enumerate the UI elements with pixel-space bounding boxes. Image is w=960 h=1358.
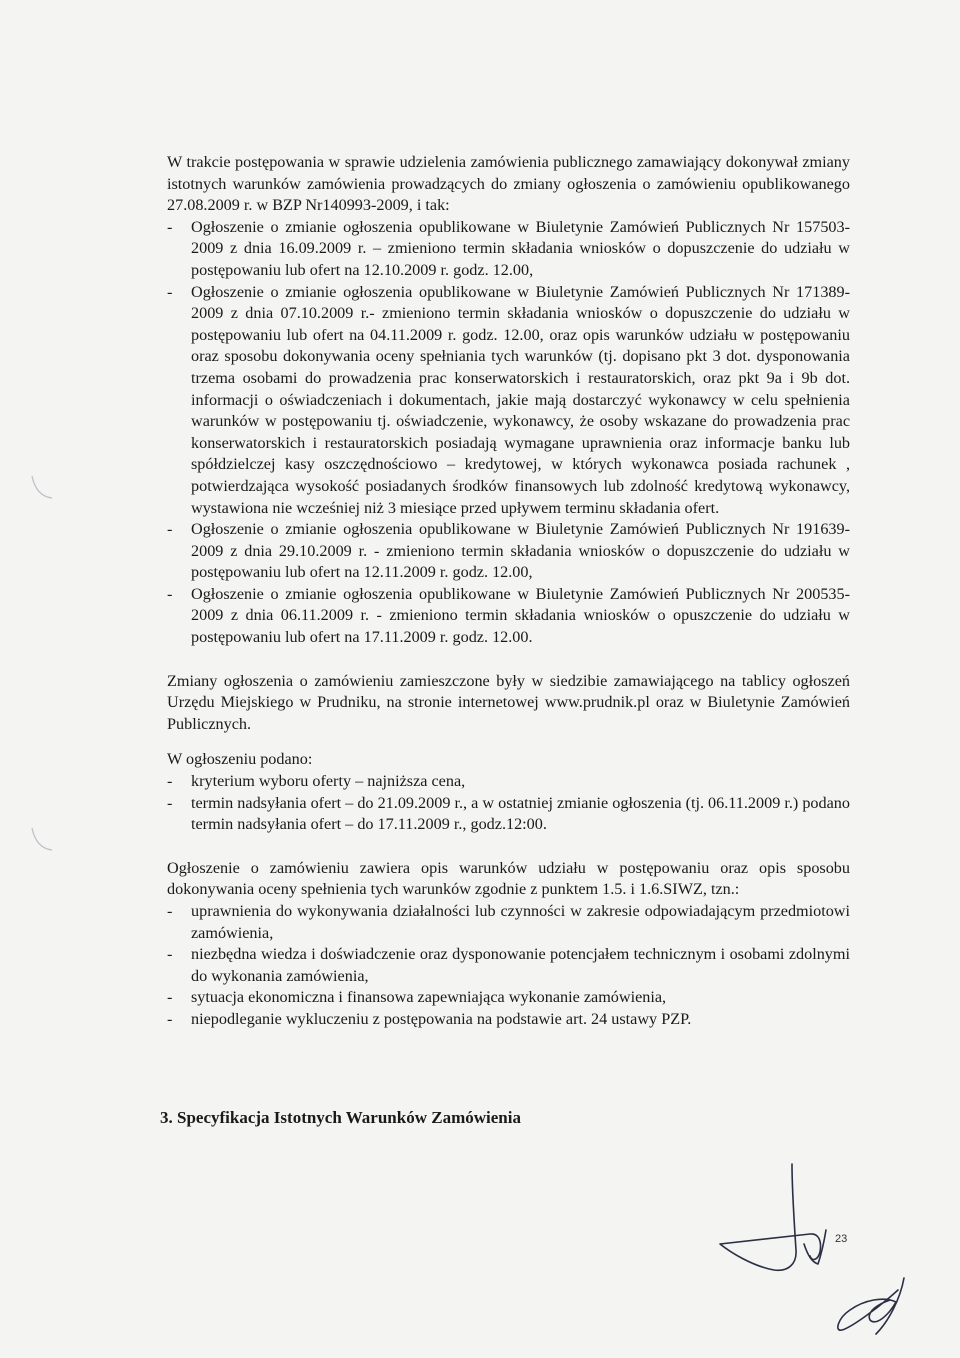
left-margin-mark — [26, 822, 56, 858]
list-item: - uprawnienia do wykonywania działalności lub czynności w zakresie odpowiadającym przedmiotowi zamówienia, — [167, 901, 850, 944]
list-item: - Ogłoszenie o zmianie ogłoszenia opublikowane w Biuletynie Zamówień Publicznych Nr 200535-2009 z dnia 06.11.2009 r. - zmieniono termin składania wniosków o opuszczenie do udziału w postępowaniu lub ofert na 17.11.2009 r. godz. 12.00. — [167, 584, 850, 649]
publication-paragraph: Zmiany ogłoszenia o zamówieniu zamieszczone były w siedzibie zamawiającego na tablicy ogłoszeń Urzędu Miejskiego w Prudniku, na stronie internetowej www.prudnik.pl oraz w Biuletynie Zamówień Publicznych. — [167, 671, 850, 733]
intro-paragraph: W trakcie postępowania w sprawie udzielenia zamówienia publicznego zamawiający dokonywał zmiany istotnych warunków zamówienia prowadzących do zmiany ogłoszenia o zamówieniu opublikowanego 27.08.2009 r. w BZP Nr140993-2009, i tak: — [167, 153, 850, 215]
page-number: 23 — [835, 1233, 848, 1245]
changes-list — [167, 217, 850, 649]
list-item: - Ogłoszenie o zmianie ogłoszenia opublikowane w Biuletynie Zamówień Publicznych Nr 157503-2009 z dnia 16.09.2009 r. – zmieniono termin składania wniosków o dopuszczenie do udziału w postępowaniu lub ofert na 12.10.2009 r. godz. 12.00, — [167, 217, 850, 282]
conditions-list — [167, 901, 850, 1031]
list-item: - Ogłoszenie o zmianie ogłoszenia opublikowane w Biuletynie Zamówień Publicznych Nr 171389-2009 z dnia 07.10.2009 r.- zmieniono termin składania wniosków o dopuszczenie do udziału w postępowaniu lub ofert na 04.11.2009 r. godz. 12.00, oraz opis warunków udziału w postępowaniu oraz sposobu dokonywania oceny spełniania tych warunków (tj. dopisano pkt 3 dot. dysponowania trzema osobami do prowadzenia prac konserwatorskich i restauratorskich, oraz pkt 9a i 9b dot. informacji o oświadczeniach i dokumentach, jakie mają dostarczyć wykonawcy w celu spełnienia warunków w postępowaniu tj. oświadczenie, wykonawcy, że osoby wskazane do prowadzenia prac konserwatorskich i restauratorskich posiadają wymagane uprawnienia oraz informacje banku lub spółdzielczej kasy oszczędnościowo – kredytowej, w których wykonawca posiada rachunek , potwierdzająca wysokość posiadanych środków finansowych lub zdolność kredytową wykonawcy, wystawiona nie wcześniej niż 3 miesiące przed upływem terminu składania ofert. — [167, 282, 850, 520]
section-heading: 3. Specyfikacja Istotnych Warunków Zamówienia — [160, 1108, 521, 1127]
conditions-intro: Ogłoszenie o zamówieniu zawiera opis warunków udziału w postępowaniu oraz opis sposobu dokonywania oceny spełnienia tych warunków zgodnie z punktem 1.5. i 1.6.SIWZ, tzn.: — [167, 858, 850, 899]
left-margin-mark — [26, 470, 56, 506]
list-item: - Ogłoszenie o zmianie ogłoszenia opublikowane w Biuletynie Zamówień Publicznych Nr 191639-2009 z dnia 29.10.2009 r. - zmieniono termin składania wniosków o dopuszczenie do udziału w postępowaniu lub ofert na 12.11.2009 r. godz. 12.00, — [167, 519, 850, 584]
document-body — [167, 152, 850, 1031]
handwritten-signature — [700, 1160, 930, 1340]
list-item: - kryterium wyboru oferty – najniższa cena, — [167, 771, 850, 793]
list-item: - niezbędna wiedza i doświadczenie oraz dysponowanie potencjałem technicznym i osobami zdolnymi do wykonania zamówienia, — [167, 944, 850, 987]
list-item: - termin nadsyłania ofert – do 21.09.2009 r., a w ostatniej zmianie ogłoszenia (tj. 06.11.2009 r.) podano termin nadsyłania ofert – do 17.11.2009 r., godz.12:00. — [167, 793, 850, 836]
notice-intro: W ogłoszeniu podano: — [167, 750, 313, 769]
list-item: - niepodleganie wykluczeniu z postępowania na podstawie art. 24 ustawy PZP. — [167, 1009, 850, 1031]
notice-list — [167, 771, 850, 836]
list-item: - sytuacja ekonomiczna i finansowa zapewniająca wykonanie zamówienia, — [167, 987, 850, 1009]
